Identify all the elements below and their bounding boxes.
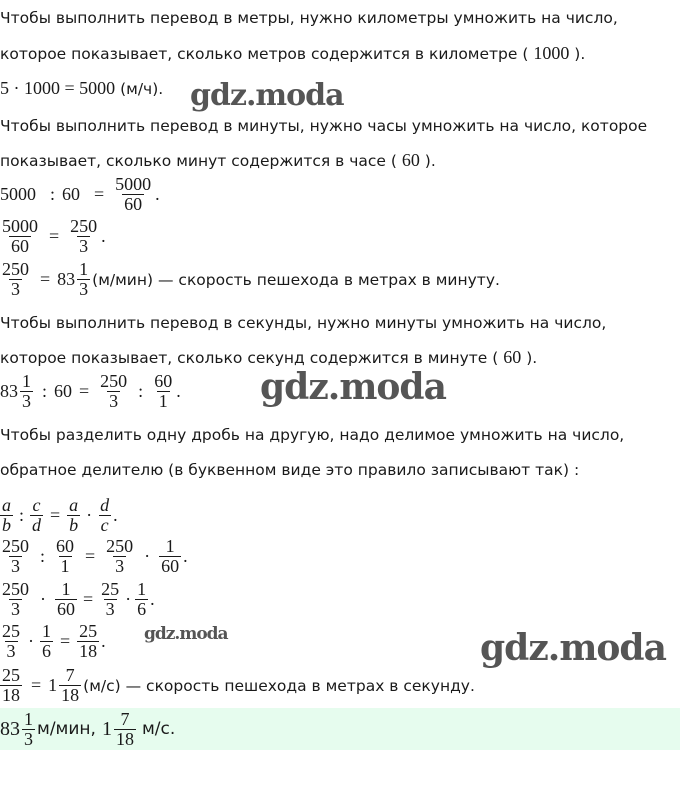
math-line: $\frac{250}{3}$ : $\frac{60}{1}$ = $\frac{250}{3}$ · $\frac{1}{60}$ . (2, 536, 188, 576)
fraction: $\frac{25}{18}$ (79, 621, 98, 661)
fraction: $\frac{250}{3}$ (100, 371, 128, 411)
watermark: gdz.moda (260, 366, 446, 408)
watermark: gdz.moda (190, 78, 344, 113)
fraction: $\frac{d}{c}$ (100, 495, 110, 535)
fraction: $\frac{7}{18}$ (115, 708, 134, 749)
text-line: Чтобы выполнить перевод в минуты, нужно часы умножить на число, которое (0, 117, 648, 135)
watermark: gdz.moda (480, 627, 666, 669)
text-line: обратное делителю (в буквенном виде это правило записывают так) : (0, 461, 580, 479)
fraction: $\frac{250}{3}$ (106, 536, 134, 576)
fraction: $\frac{1}{6}$ (42, 621, 51, 661)
math-line: 83 $\frac{1}{3}$ : 60 = $\frac{250}{3}$ : $\frac{60}{1}$ . (0, 371, 181, 411)
math-line: $\frac{250}{3}$ · $\frac{1}{60}$ = $\frac{25}{3}$ · $\frac{1}{6}$ . (2, 579, 155, 619)
fraction: $\frac{250}{3}$ (70, 216, 98, 256)
fraction: $\frac{1}{3}$ (22, 371, 31, 411)
fraction: $\frac{250}{3}$ (2, 536, 29, 576)
fraction: $\frac{1}{3}$ (79, 259, 89, 299)
text-line: которое показывает, сколько метров содержится в километре ( 1000 ). (0, 43, 586, 63)
math-line: 5 · 1000 = 5000 (м/ч). (0, 78, 164, 98)
fraction: $\frac{7}{18}$ (61, 665, 80, 705)
fraction: $\frac{1}{3}$ (24, 708, 33, 749)
answer-line: 83 $\frac{1}{3}$ м/мин, 1 $\frac{7}{18}$ м/с. (0, 708, 176, 749)
text-line: которое показывает, сколько секунд содержится в минуте ( 60 ). (0, 347, 538, 367)
math-line: $\frac{5000}{60}$ = $\frac{250}{3}$ . (2, 216, 106, 256)
fraction: $\frac{5000}{60}$ (115, 174, 152, 214)
math-line: $\frac{250}{3}$ = 83 $\frac{1}{3}$ (м/мин) — скорость пешехода в метрах в минуту. (2, 259, 500, 299)
fraction: $\frac{5000}{60}$ (2, 216, 38, 256)
math-line: $\frac{25}{3}$ · $\frac{1}{6}$ = $\frac{25}{18}$ . (2, 621, 106, 661)
math-line: $\frac{a}{b}$ : $\frac{c}{d}$ = $\frac{a}{b}$ · $\frac{d}{c}$ . (2, 495, 118, 535)
fraction: $\frac{250}{3}$ (2, 259, 29, 299)
fraction: $\frac{60}{1}$ (56, 536, 75, 576)
math-line: 5000 : 60 = $\frac{5000}{60}$ . (0, 174, 160, 214)
fraction: $\frac{c}{d}$ (32, 495, 42, 535)
fraction: $\frac{a}{b}$ (2, 495, 11, 535)
text-line: Чтобы выполнить перевод в секунды, нужно минуты умножить на число, (0, 314, 607, 332)
fraction: $\frac{25}{3}$ (101, 579, 120, 619)
text-line: показывает, сколько минут содержится в часе ( 60 ). (0, 150, 436, 170)
fraction: $\frac{a}{b}$ (69, 495, 79, 535)
fraction: $\frac{1}{6}$ (137, 579, 147, 619)
math-line: $\frac{25}{18}$ = 1 $\frac{7}{18}$ (м/с) — скорость пешехода в метрах в секунду. (2, 665, 475, 705)
fraction: $\frac{1}{60}$ (161, 536, 180, 576)
fraction: $\frac{25}{3}$ (2, 621, 20, 661)
text-line: Чтобы разделить одну дробь на другую, надо делимое умножить на число, (0, 426, 625, 444)
watermark: gdz.moda (144, 624, 228, 644)
text-line: Чтобы выполнить перевод в метры, нужно километры умножить на число, (0, 9, 618, 27)
fraction: $\frac{1}{60}$ (57, 579, 75, 619)
fraction: $\frac{60}{1}$ (154, 371, 173, 411)
fraction: $\frac{25}{18}$ (2, 665, 20, 705)
fraction: $\frac{250}{3}$ (2, 579, 29, 619)
